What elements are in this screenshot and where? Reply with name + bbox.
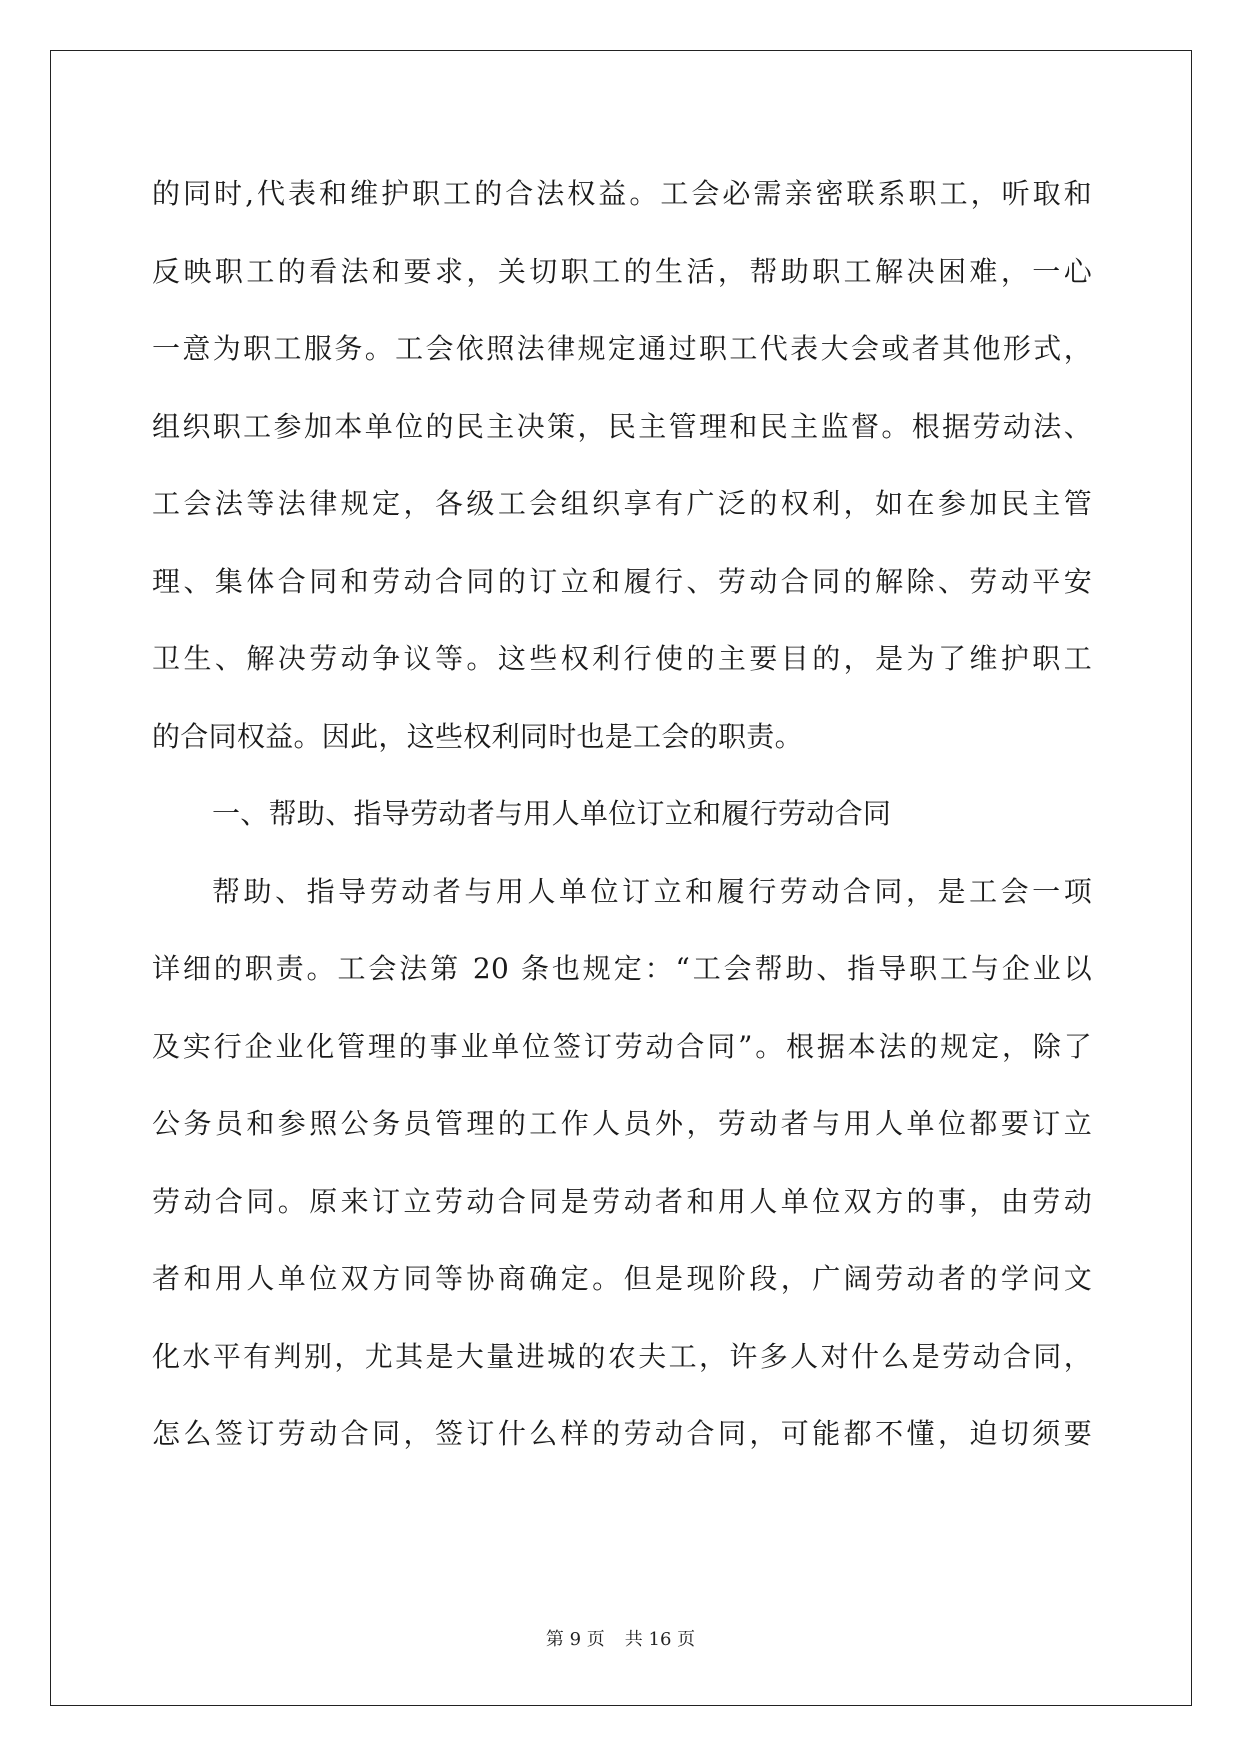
text-line: 理、集体合同和劳动合同的订立和履行、劳动合同的解除、劳动平安 <box>152 564 1092 598</box>
text-line: 一意为职工服务。工会依照法律规定通过职工代表大会或者其他形式， <box>152 332 1092 365</box>
section-heading: 一、帮助、指导劳动者与用人单位订立和履行劳动合同 <box>212 797 892 830</box>
text-line: 公务员和参照公务员管理的工作人员外，劳动者与用人单位都要订立 <box>152 1107 1092 1140</box>
text-line: 化水平有判别，尤其是大量进城的农夫工，许多人对什么是劳动合同， <box>152 1339 1092 1373</box>
text-line: 帮助、指导劳动者与用人单位订立和履行劳动合同，是工会一项 <box>212 874 1092 908</box>
text-line: 怎么签订劳动合同，签订什么样的劳动合同，可能都不懂，迫切须要 <box>152 1417 1092 1450</box>
page-number: 第 9 页 <box>545 1629 605 1650</box>
text-line: 工会法等法律规定，各级工会组织享有广泛的权利，如在参加民主管 <box>152 487 1092 520</box>
text-line: 反映职工的看法和要求，关切职工的生活，帮助职工解决困难，一心 <box>152 254 1092 288</box>
total-pages: 共 16 页 <box>624 1629 696 1650</box>
text-line: 的合同权益。因此，这些权利同时也是工会的职责。 <box>152 719 803 753</box>
text-line: 者和用人单位双方同等协商确定。但是现阶段，广阔劳动者的学问文 <box>152 1262 1092 1295</box>
text-line: 详细的职责。工会法第 20 条也规定：“工会帮助、指导职工与企业以 <box>152 952 1092 985</box>
text-line: 及实行企业化管理的事业单位签订劳动合同”。根据本法的规定，除了 <box>152 1029 1092 1063</box>
text-line: 卫生、解决劳动争议等。这些权利行使的主要目的，是为了维护职工 <box>152 642 1092 675</box>
text-line: 的同时,代表和维护职工的合法权益。工会必需亲密联系职工，听取和 <box>152 177 1092 210</box>
text-line: 劳动合同。原来订立劳动合同是劳动者和用人单位双方的事，由劳动 <box>152 1184 1092 1218</box>
page-footer <box>0 1628 1241 1652</box>
text-line: 组织职工参加本单位的民主决策，民主管理和民主监督。根据劳动法、 <box>152 409 1092 443</box>
document-body <box>152 155 1092 1473</box>
